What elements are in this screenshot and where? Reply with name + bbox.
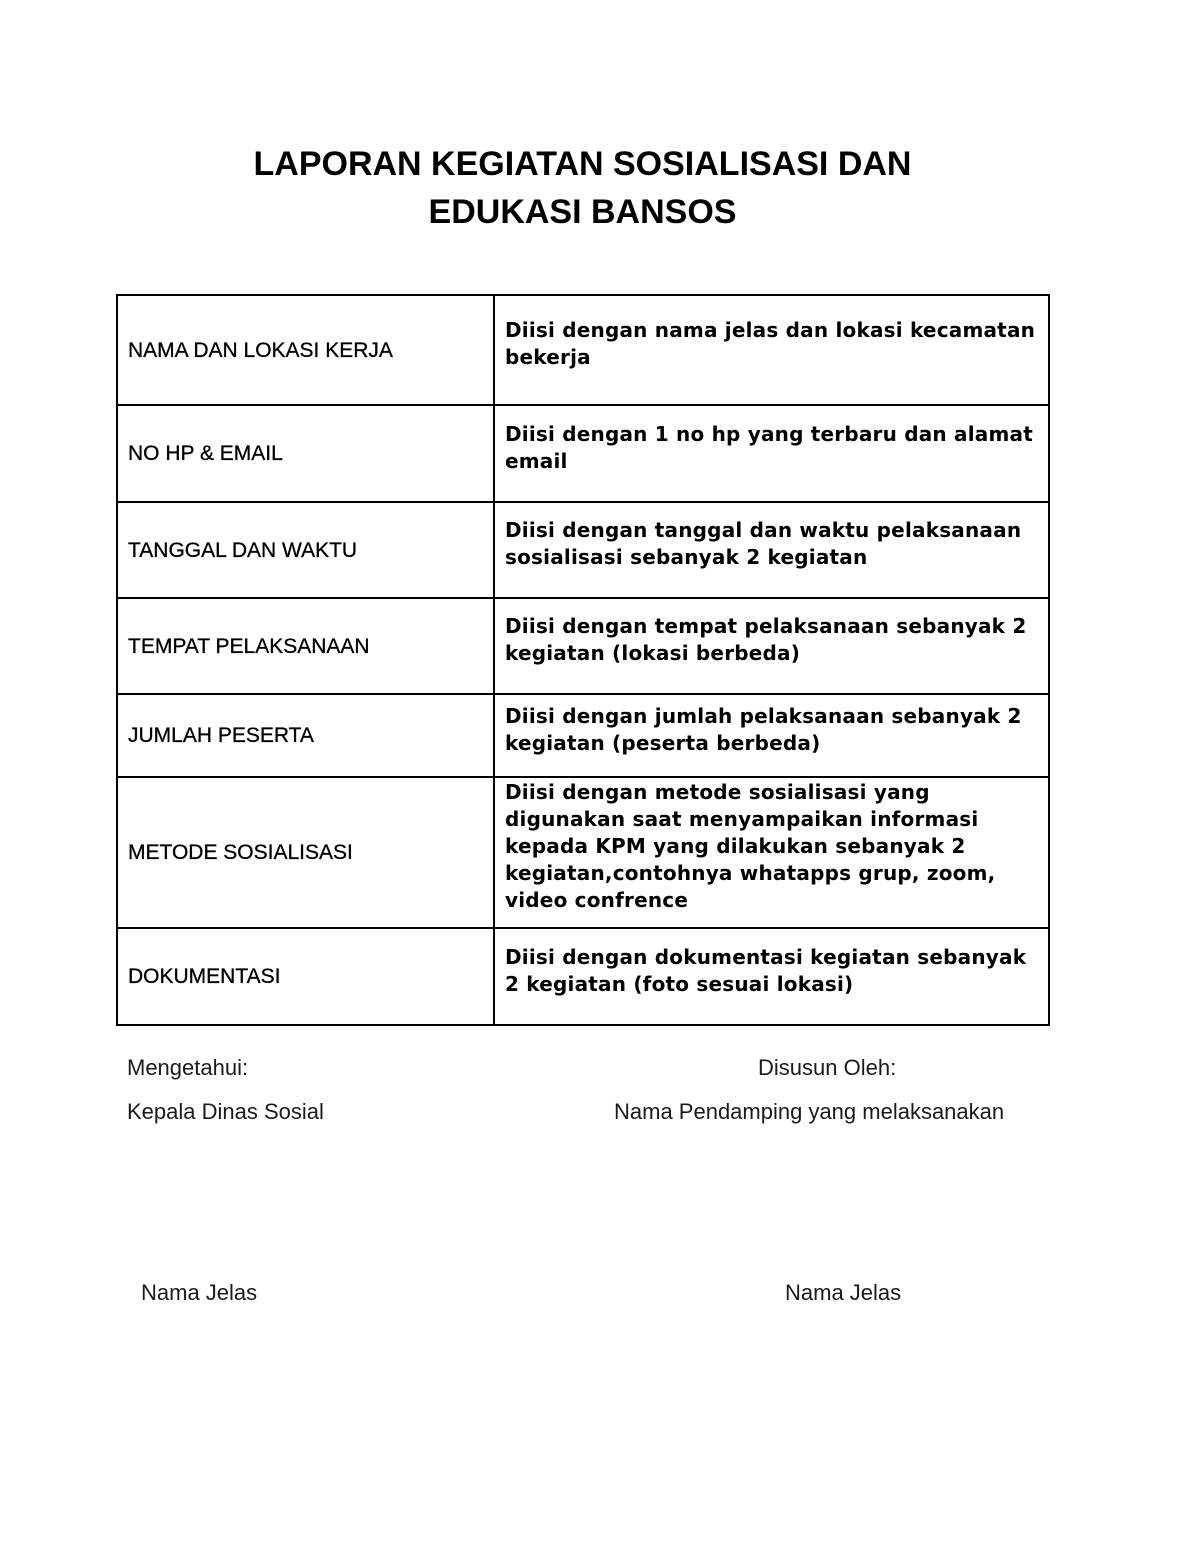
row-value-text: Diisi dengan tanggal dan waktu pelaksanaan sosialisasi sebanyak 2 kegiatan	[505, 518, 1022, 569]
table-row	[117, 694, 1049, 777]
row-label: NAMA DAN LOKASI KERJA	[117, 295, 494, 405]
row-label-text: TANGGAL DAN WAKTU	[128, 538, 358, 562]
report-table	[116, 294, 1050, 1026]
row-label: NO HP & EMAIL	[117, 405, 494, 502]
row-value	[494, 502, 1049, 598]
row-label	[117, 502, 494, 598]
row-value-text: Diisi dengan metode sosialisasi yang digunakan saat menyampaikan informasi kepada KPM yang dilakukan sebanyak 2 kegiatan,contohnya whatapps grup, zoom, video confrence	[505, 780, 996, 912]
table-row	[117, 405, 1049, 502]
row-value	[494, 598, 1049, 694]
row-value-text: Diisi dengan nama jelas dan lokasi kecamatan bekerja	[505, 318, 1036, 369]
row-label: JUMLAH PESERTA	[117, 694, 494, 777]
table-row	[117, 502, 1049, 598]
left-signature-name: Nama Jelas	[141, 1280, 258, 1305]
row-value	[494, 295, 1049, 405]
row-value	[494, 694, 1049, 777]
title-line-2: EDUKASI BANSOS	[428, 193, 737, 231]
right-signature-heading: Disusun Oleh:	[758, 1055, 897, 1080]
left-signature-heading: Mengetahui:	[127, 1055, 249, 1080]
left-signature-role: Kepala Dinas Sosial	[127, 1099, 324, 1124]
row-value-text: Diisi dengan dokumentasi kegiatan sebanyak 2 kegiatan (foto sesuai lokasi)	[505, 944, 1027, 996]
table-row	[117, 777, 1049, 928]
title-line-1: LAPORAN KEGIATAN SOSIALISASI DAN	[253, 145, 912, 183]
table-row	[117, 928, 1049, 1025]
row-label: TEMPAT PELAKSANAAN	[117, 598, 494, 694]
right-signature-name: Nama Jelas	[785, 1280, 902, 1305]
row-value-text: Diisi dengan jumlah pelaksanaan sebanyak 2 kegiatan (peserta berbeda)	[505, 703, 1022, 755]
row-value-text: Diisi dengan tempat pelaksanaan sebanyak 2 kegiatan (lokasi berbeda)	[505, 614, 1027, 665]
document-title	[0, 140, 1165, 236]
table-row	[117, 295, 1049, 405]
row-label: DOKUMENTASI	[117, 928, 494, 1025]
row-value	[494, 928, 1049, 1025]
row-value	[494, 405, 1049, 502]
row-value-text: Diisi dengan 1 no hp yang terbaru dan alamat email	[505, 421, 1033, 473]
table-row	[117, 598, 1049, 694]
right-signature-role: Nama Pendamping yang melaksanakan	[614, 1099, 1005, 1124]
row-label: METODE SOSIALISASI	[117, 777, 494, 928]
row-value	[494, 777, 1049, 928]
